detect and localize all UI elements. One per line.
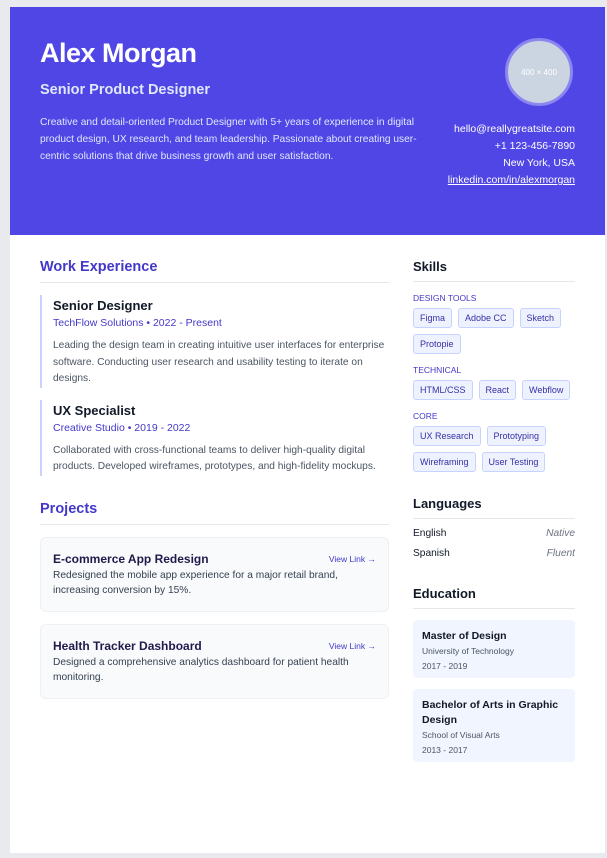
contact-phone: +1 123-456-7890 <box>494 140 575 152</box>
skill-category: CORE <box>413 411 438 421</box>
education-heading: Education <box>413 586 575 609</box>
language-level: Fluent <box>546 548 575 559</box>
skill-tag: UX Research <box>413 426 481 446</box>
education-degree: Bachelor of Arts in Graphic Design <box>422 699 559 726</box>
profile-summary: Creative and detail-oriented Product Designer with 5+ years of experience in digital product design, UX research, and team leadership. Passionate about creating user-centric solutions that drive business growth and user satisfaction. <box>40 117 417 162</box>
sidebar-column <box>413 259 575 762</box>
skill-tag: Prototyping <box>487 426 547 446</box>
job-title: Senior Designer <box>53 298 153 313</box>
education-years: 2017 - 2019 <box>422 661 468 671</box>
education-card <box>413 620 575 678</box>
project-view-link[interactable]: View Link → <box>328 640 376 651</box>
contact-location: New York, USA <box>503 157 575 169</box>
job-entry <box>40 400 389 476</box>
project-view-link[interactable]: View Link → <box>328 553 376 564</box>
education-school: School of Visual Arts <box>422 730 500 740</box>
skill-tag: Adobe CC <box>458 308 514 328</box>
job-title: UX Specialist <box>53 402 136 418</box>
languages-heading: Languages <box>413 496 575 519</box>
contact-info <box>448 121 575 189</box>
language-name: English <box>413 528 447 539</box>
skill-tag: Protopie <box>413 334 461 354</box>
candidate-title: Senior Product Designer <box>40 82 211 98</box>
candidate-name: Alex Morgan <box>40 38 197 68</box>
project-card <box>40 537 389 612</box>
skills-heading: Skills <box>413 259 575 282</box>
job-description: Leading the design team in creating intuitive user interfaces for enterprise software. Conducting user research and usability testing to iterate on designs. <box>53 340 385 384</box>
skill-tag: Webflow <box>522 380 570 400</box>
education-school: University of Technology <box>422 646 514 656</box>
resume-header <box>10 7 605 235</box>
skill-tag: React <box>479 380 517 400</box>
job-description: Collaborated with cross-functional teams to deliver high-quality digital products. Developed wireframes, prototypes, and high-fidelity mockups. <box>53 444 376 472</box>
work-experience-heading: Work Experience <box>40 259 389 283</box>
contact-linkedin-link[interactable]: linkedin.com/in/alexmorgan <box>447 174 575 186</box>
education-card <box>413 689 575 762</box>
skill-category: DESIGN TOOLS <box>413 293 477 303</box>
skill-category: TECHNICAL <box>413 365 462 375</box>
avatar-placeholder-text: 400 × 400 <box>521 67 557 77</box>
language-level: Native <box>546 528 575 539</box>
skill-tag: Sketch <box>520 308 562 328</box>
language-name: Spanish <box>413 548 450 559</box>
resume-page <box>10 7 605 853</box>
main-column <box>40 259 389 699</box>
skill-tag: Figma <box>413 308 452 328</box>
project-card <box>40 624 389 699</box>
education-degree: Master of Design <box>422 630 507 642</box>
avatar <box>505 38 573 106</box>
project-title: E-commerce App Redesign <box>53 551 209 566</box>
job-meta: TechFlow Solutions • 2022 - Present <box>53 317 222 329</box>
project-description: Designed a comprehensive analytics dashboard for patient health monitoring. <box>53 656 349 683</box>
project-title: Health Tracker Dashboard <box>53 638 202 653</box>
job-entry <box>40 295 389 388</box>
language-row <box>413 528 575 539</box>
education-years: 2013 - 2017 <box>422 745 468 755</box>
projects-heading: Projects <box>40 501 389 525</box>
contact-email[interactable]: hello@reallygreatsite.com <box>454 123 575 135</box>
language-row <box>413 548 575 559</box>
skill-tag: User Testing <box>482 452 546 472</box>
skill-tags <box>413 426 575 472</box>
skill-tag: HTML/CSS <box>413 380 473 400</box>
skill-tag: Wireframing <box>413 452 476 472</box>
project-description: Redesigned the mobile app experience for a major retail brand, increasing conversion by 15%. <box>53 569 338 596</box>
job-meta: Creative Studio • 2019 - 2022 <box>53 421 191 434</box>
skill-tags <box>413 308 575 354</box>
skill-tags <box>413 380 575 400</box>
